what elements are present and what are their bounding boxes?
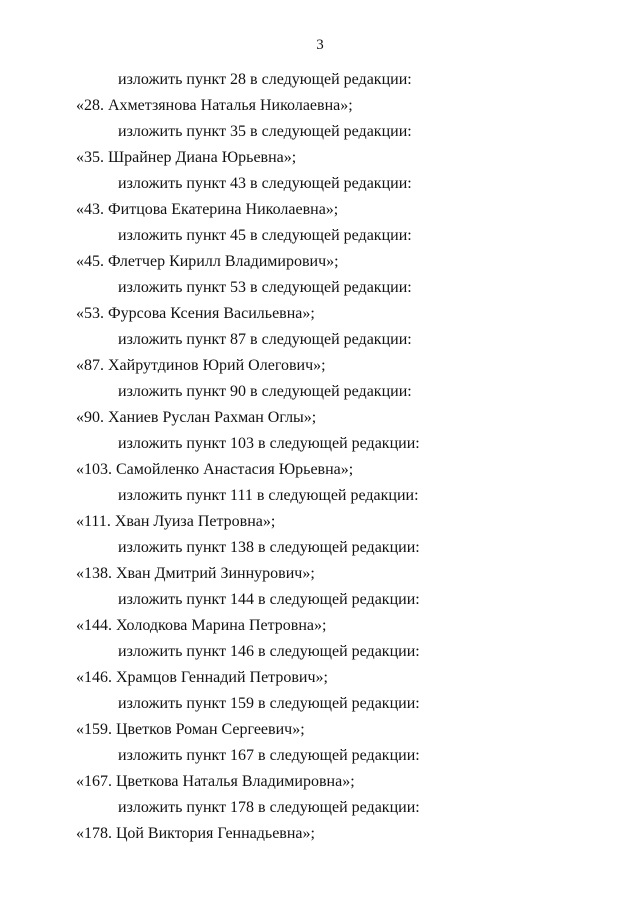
amendment-text: «138. Хван Дмитрий Зиннурович»; (76, 565, 315, 582)
amendment-text: «103. Самойленко Анастасия Юрьевна»; (76, 461, 354, 478)
amendment-instruction: изложить пункт 87 в следующей редакции: (118, 331, 412, 348)
amendment-instruction: изложить пункт 35 в следующей редакции: (118, 123, 412, 140)
amendment-instruction: изложить пункт 45 в следующей редакции: (118, 227, 412, 244)
amendment-text: «45. Флетчер Кирилл Владимирович»; (76, 253, 339, 270)
page-number: 3 (316, 37, 324, 53)
amendment-text: «144. Холодкова Марина Петровна»; (76, 617, 327, 634)
amendment-entry-28 (0, 67, 640, 119)
amendment-instruction: изложить пункт 159 в следующей редакции: (118, 695, 420, 712)
amendment-instruction: изложить пункт 53 в следующей редакции: (118, 279, 412, 296)
amendment-entry-90 (0, 379, 640, 431)
amendment-instruction: изложить пункт 90 в следующей редакции: (118, 383, 412, 400)
amendment-instruction: изложить пункт 146 в следующей редакции: (118, 643, 420, 660)
amendment-text: «87. Хайрутдинов Юрий Олегович»; (76, 357, 326, 374)
amendment-entry-146 (0, 639, 640, 691)
amendment-instruction: изложить пункт 111 в следующей редакции: (118, 487, 419, 504)
amendment-text: «146. Храмцов Геннадий Петрович»; (76, 669, 328, 686)
amendment-text: «90. Ханиев Руслан Рахман Оглы»; (76, 409, 317, 426)
amendment-instruction: изложить пункт 103 в следующей редакции: (118, 435, 420, 452)
amendment-text: «28. Ахметзянова Наталья Николаевна»; (76, 97, 353, 114)
amendment-entry-167 (0, 743, 640, 795)
amendment-text: «178. Цой Виктория Геннадьевна»; (76, 825, 315, 842)
amendment-entry-45 (0, 223, 640, 275)
amendment-entry-43 (0, 171, 640, 223)
amendment-instruction: изложить пункт 138 в следующей редакции: (118, 539, 420, 556)
amendment-text: «167. Цветкова Наталья Владимировна»; (76, 773, 355, 790)
amendment-entry-111 (0, 483, 640, 535)
amendment-entry-53 (0, 275, 640, 327)
amendment-text: «111. Хван Луиза Петровна»; (76, 513, 276, 530)
amendment-entry-87 (0, 327, 640, 379)
amendment-entry-138 (0, 535, 640, 587)
amendment-entry-178 (0, 795, 640, 847)
amendment-entry-144 (0, 587, 640, 639)
amendments-list (0, 67, 640, 847)
amendment-text: «43. Фитцова Екатерина Николаевна»; (76, 201, 339, 218)
amendment-text: «35. Шрайнер Диана Юрьевна»; (76, 149, 297, 166)
amendment-entry-35 (0, 119, 640, 171)
amendment-text: «159. Цветков Роман Сергеевич»; (76, 721, 305, 738)
amendment-entry-103 (0, 431, 640, 483)
amendment-instruction: изложить пункт 167 в следующей редакции: (118, 747, 420, 764)
amendment-instruction: изложить пункт 28 в следующей редакции: (118, 71, 412, 88)
amendment-instruction: изложить пункт 178 в следующей редакции: (118, 799, 420, 816)
amendment-instruction: изложить пункт 43 в следующей редакции: (118, 175, 412, 192)
amendment-text: «53. Фурсова Ксения Васильевна»; (76, 305, 315, 322)
amendment-entry-159 (0, 691, 640, 743)
amendment-instruction: изложить пункт 144 в следующей редакции: (118, 591, 420, 608)
